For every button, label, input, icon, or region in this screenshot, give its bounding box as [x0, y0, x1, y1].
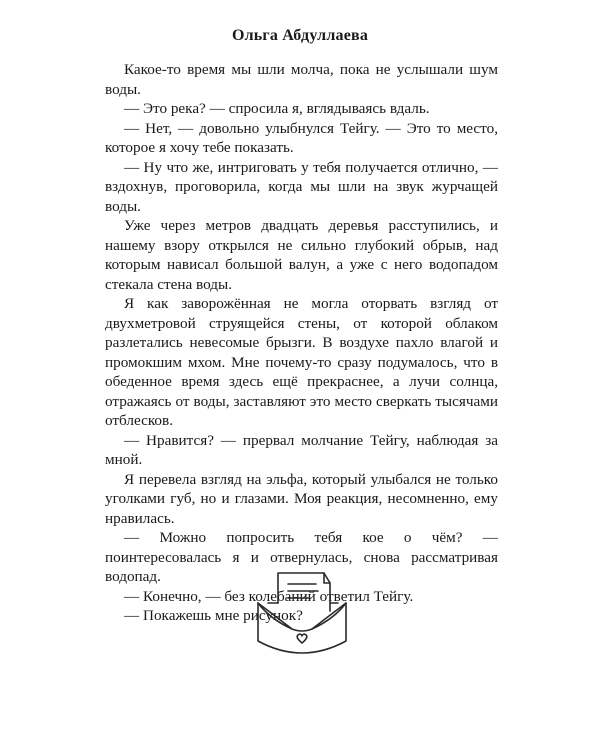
paragraph: — Это река? — спросила я, вглядываясь вдаль.: [124, 100, 430, 117]
running-header-author: Ольга Абдуллаева: [231, 27, 369, 44]
paragraph: Уже через метров двадцать деревья расступились, и нашему взору открылся не сильно глубокий обрыв, над которым нависал большой валун, а уже с него водопадом стекала стена воды.: [105, 217, 498, 293]
paragraph: Какое-то время мы шли молча, пока не услышали шум воды.: [105, 61, 498, 98]
paragraph: — Ну что же, интриговать у тебя получается отлично, — вздохнув, проговорила, когда мы шли на звук журчащей воды.: [105, 158, 498, 215]
envelope-letter-heart-icon: [244, 567, 360, 663]
paragraph: — Конечно, — без колебаний ответил Тейгу.: [124, 587, 414, 605]
paragraph: — Можно попросить тебя кое о чём? — поинтересовалась я и отвернулась, снова рассматривая водопад.: [105, 529, 498, 585]
paragraph: — Покажешь мне рисунок?: [124, 607, 303, 624]
paragraph: — Нравится? — прервал молчание Тейгу, наблюдая за мной.: [105, 431, 498, 468]
body-text: [105, 60, 498, 626]
paragraph: Я перевела взгляд на эльфа, который улыбался не только уголками губ, но и глазами. Моя реакция, несомненно, ему нравилась.: [105, 470, 498, 527]
paragraph: — Нет, — довольно улыбнулся Тейгу. — Это то место, которое я хочу тебе показать.: [105, 119, 498, 156]
paragraph: Я как заворожённая не могла оторвать взгляд от двухметровой струящейся стены, от которой облаком разлетались невесомые брызги. В воздухе пахло влагой и промокшим мхом. Мне почему-то сразу подумалось, что в обеденное время здесь ещё прекраснее, а лучи солнца, отражаясь от воды, заставляют это место сверкать тысячами отблесков.: [105, 295, 498, 429]
